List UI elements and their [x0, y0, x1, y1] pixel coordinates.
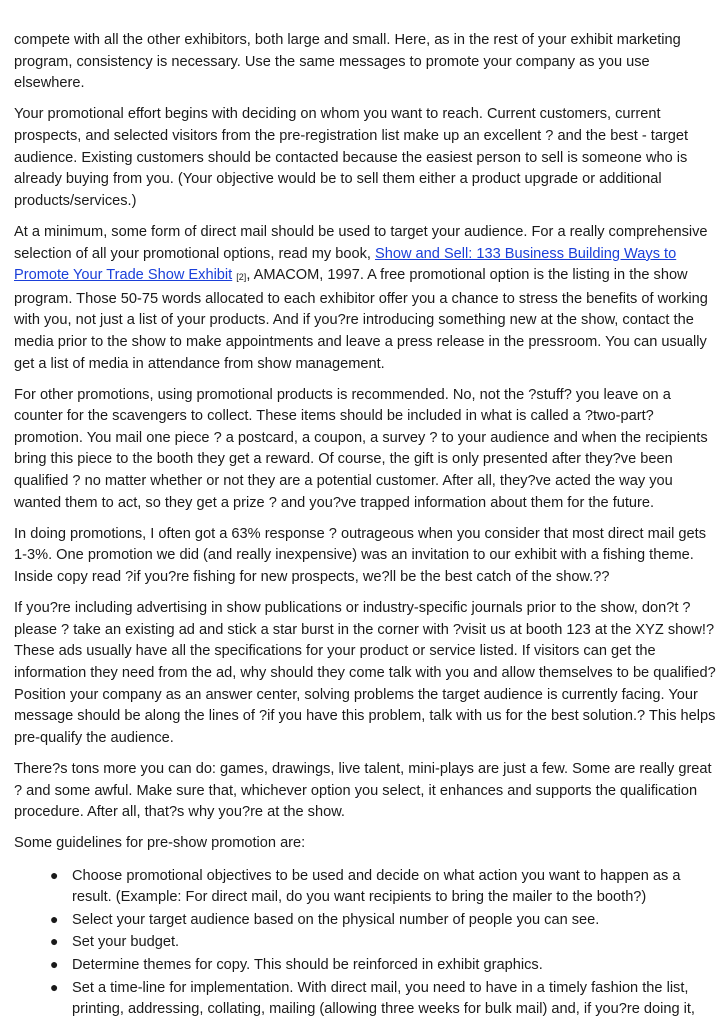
paragraph-more-options: There?s tons more you can do: games, drawings, live talent, mini-plays are just a few. Some are really great ? and some awful. Make sure that, whichever option you select, it enhances and supports the qualification procedure. After all, that?s why you?re at the show.	[14, 760, 712, 821]
bullet-icon: ●	[50, 933, 59, 950]
bullet-icon: ●	[50, 866, 59, 883]
paragraph-guidelines-intro: Some guidelines for pre-show promotion are:	[14, 835, 306, 852]
guidelines-list	[14, 865, 718, 1021]
list-item-text: Set your budget.	[72, 934, 180, 951]
list-item-text: Determine themes for copy. This should be reinforced in exhibit graphics.	[72, 956, 543, 973]
list-item-text: Choose promotional objectives to be used and decide on what action you want to happen as a result. (Example: For direct mail, do you want recipients to bring the mailer to the booth?)	[72, 867, 681, 906]
paragraph-direct-mail-rest: , AMACOM, 1997. A free promotional option is the listing in the show program. Those 50-75 words allocated to each exhibitor offer you a chance to stress the benefits of working with you, not just a list of your products. And if you?re introducing something new at the show, contact the media prior to the show to make appointments and leave a press release in the pressroom. You can usually get a list of media in attendance from show management.	[14, 267, 708, 372]
list-item	[50, 865, 718, 909]
paragraph-consistency: compete with all the other exhibitors, both large and small. Here, as in the rest of your exhibit marketing program, consistency is necessary. Use the same messages to promote your company as you use elsewhere.	[14, 32, 681, 92]
list-item-text: Select your target audience based on the physical number of people you can see.	[72, 911, 600, 928]
paragraph-direct-mail	[14, 222, 718, 375]
book-link[interactable]: Show and Sell: 133 Business Building Ways to Promote Your Trade Show Exhibit	[14, 245, 677, 284]
list-item	[50, 954, 718, 977]
bullet-icon: ●	[50, 955, 59, 972]
list-item-text: Set a time-line for implementation. With direct mail, you need to have in a timely fashion the list, printing, addressing, collating, mailing (allowing three weeks for bulk mail) and, if you?re doing it,	[72, 979, 695, 1018]
footnote-reference: [2]	[236, 272, 247, 283]
bullet-icon: ●	[50, 910, 59, 927]
paragraph-advertising: If you?re including advertising in show publications or industry-specific journals prior to the show, don?t ?please ? take an existing ad and stick a star burst in the corner with ?visit us at booth 123 at the XYZ show!? These ads usually have all the specifications for your product or service listed. If visitors can get the information they need from the ad, why should they come talk with you and allow themselves to be qualified? Position your company as an answer center, solving problems the target audience is currently facing. Your message should be along the lines of ?if you have this problem, talk with us for the best solution.? This helps pre-qualify the audience.	[14, 600, 716, 746]
list-item	[50, 931, 718, 954]
bullet-icon: ●	[50, 978, 59, 995]
paragraph-promotional-products: For other promotions, using promotional products is recommended. No, not the ?stuff? you leave on a counter for the scavengers to collect. These items should be included in what is called a ?two-part? promotion. You mail one piece ? a postcard, a coupon, a survey ? to your audience and when the recipients bring this piece to the booth they get a reward. Of course, the gift is only presented after they?ve been qualified ? no matter whether or not they are a potential customer. After all, they?ve acted the way you wanted them to act, so they get a prize ? and you?ve trapped information about them for the future.	[14, 386, 708, 511]
paragraph-direct-mail-intro: At a minimum, some form of direct mail should be used to target your audience. For a really comprehensive selection of all your promotional options, read my book,	[14, 223, 708, 262]
document-page	[14, 30, 718, 1021]
list-item	[50, 977, 718, 1021]
paragraph-target-audience: Your promotional effort begins with deciding on whom you want to reach. Current customers, current prospects, and selected visitors from the pre-registration list make up an excellent ? and the best - target audience. Existing customers should be contacted because the easiest person to sell is someone who is already buying from you. (Your objective would be to sell them either a product upgrade or additional products/services.)	[14, 106, 689, 209]
list-item	[50, 909, 718, 932]
paragraph-promotion-response: In doing promotions, I often got a 63% response ? outrageous when you consider that most direct mail gets 1-3%. One promotion we did (and really inexpensive) was an invitation to our exhibit with a fishing theme. Inside copy read ?if you?re fishing for new prospects, we?ll be the best catch of the show.??	[14, 525, 706, 586]
